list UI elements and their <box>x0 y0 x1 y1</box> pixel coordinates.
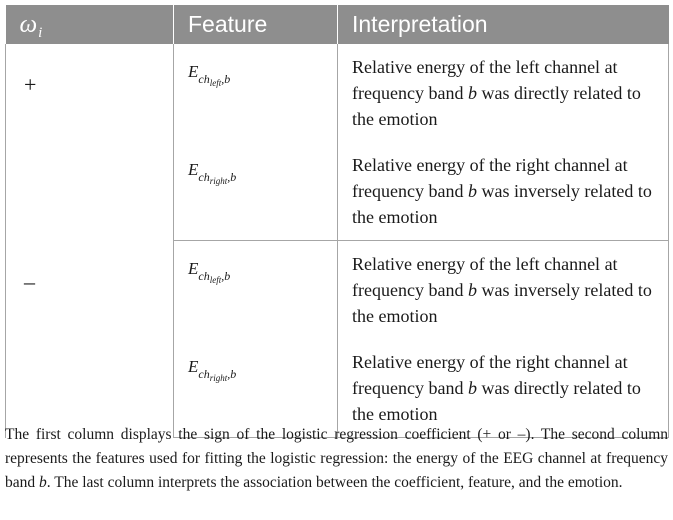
interpretation-cell: Relative energy of the right channel at frequency band b was inversely related to the emotion <box>338 142 669 241</box>
table-row <box>6 44 669 142</box>
header-coefficient: $\omega_i$ <box>6 5 174 44</box>
interpretation-cell: Relative energy of the left channel at frequency band b was inversely related to the emotion <box>338 241 669 340</box>
table-caption: The first column displays the sign of the logistic regression coefficient (+ or –). The second column represents the features used for fitting the logistic regression: the energy of the EEG channel at frequency band b. The last column interprets the association between the coefficient, feature, and the emotion. <box>5 426 668 491</box>
header-feature: Feature <box>174 5 338 44</box>
feature-cell: $E_{chleft,b}$ <box>174 44 338 142</box>
interpretation-cell: Relative energy of the left channel at frequency band b was directly related to the emotion <box>338 44 669 142</box>
feature-cell: $E_{chright,b}$ <box>174 142 338 241</box>
sign-cell: + <box>6 44 174 241</box>
interpretation-cell: Relative energy of the right channel at frequency band b was directly related to the emotion <box>338 339 669 438</box>
results-table <box>5 5 668 438</box>
header-row <box>6 5 669 44</box>
table-row <box>6 241 669 340</box>
sign-cell: – <box>6 241 174 438</box>
feature-cell: $E_{chleft,b}$ <box>174 241 338 340</box>
feature-cell: $E_{chright,b}$ <box>174 339 338 438</box>
header-interpretation: Interpretation <box>338 5 669 44</box>
